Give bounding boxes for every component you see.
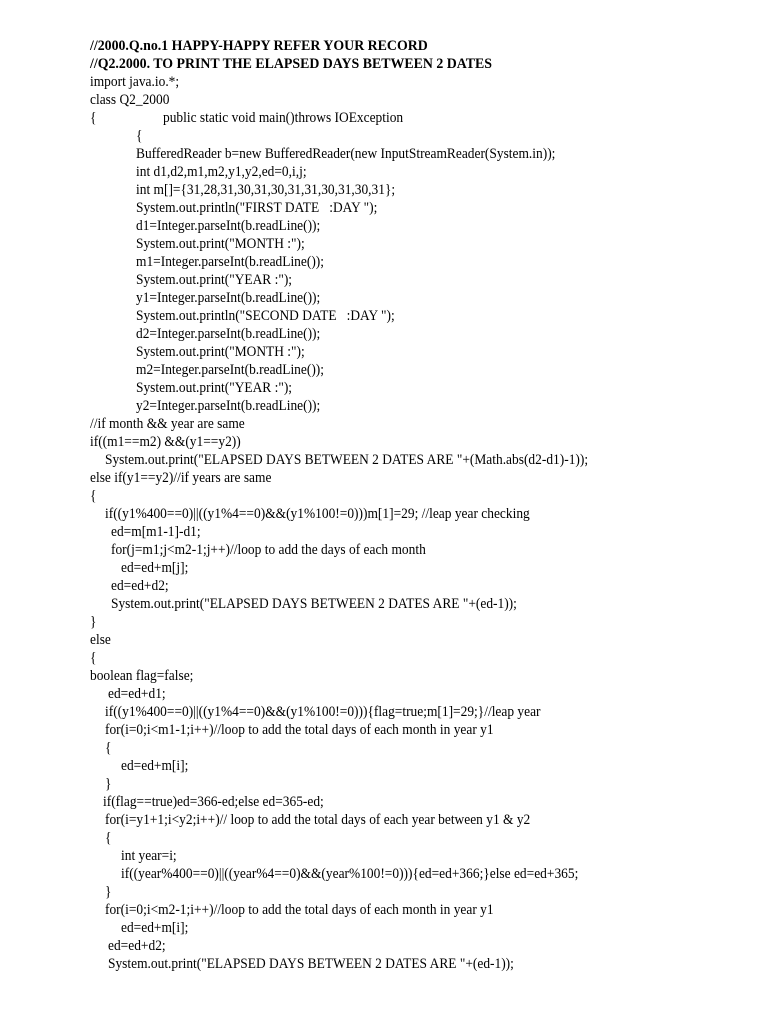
code-line: ed=ed+m[i];: [121, 758, 189, 774]
code-line: }: [90, 614, 97, 630]
code-line: ed=ed+m[j];: [121, 560, 189, 576]
code-line: if((y1%400==0)||((y1%4==0)&&(y1%100!=0)))m[1]=29; //leap year checking: [105, 506, 530, 522]
code-line: class Q2_2000: [90, 92, 170, 108]
code-line: for(i=0;i<m2-1;i++)//loop to add the total days of each month in year y1: [105, 902, 494, 918]
code-line: {: [90, 650, 97, 666]
heading-line: //2000.Q.no.1 HAPPY-HAPPY REFER YOUR RECORD: [90, 38, 428, 54]
code-line: {: [105, 830, 112, 846]
code-line: ed=m[m1-1]-d1;: [111, 524, 201, 540]
code-line: {: [90, 110, 97, 126]
code-line: import java.io.*;: [90, 74, 180, 90]
code-line: BufferedReader b=new BufferedReader(new InputStreamReader(System.in));: [136, 146, 556, 162]
code-line: }: [105, 776, 112, 792]
code-line: for(i=y1+1;i<y2;i++)// loop to add the total days of each year between y1 & y2: [105, 812, 531, 828]
code-line: int m[]={31,28,31,30,31,30,31,31,30,31,30,31};: [136, 182, 396, 198]
code-line: for(j=m1;j<m2-1;j++)//loop to add the days of each month: [111, 542, 426, 558]
code-line: System.out.print("ELAPSED DAYS BETWEEN 2 DATES ARE "+(ed-1));: [108, 956, 514, 972]
code-line: }: [105, 884, 112, 900]
code-line: System.out.println("FIRST DATE :DAY ");: [136, 200, 378, 216]
heading-line: //Q2.2000. TO PRINT THE ELAPSED DAYS BETWEEN 2 DATES: [90, 56, 492, 72]
code-line: m2=Integer.parseInt(b.readLine());: [136, 362, 324, 378]
code-line: {: [136, 128, 143, 144]
code-line: if(flag==true)ed=366-ed;else ed=365-ed;: [103, 794, 324, 810]
code-line: {: [105, 740, 112, 756]
code-line: {: [90, 488, 97, 504]
code-line: d2=Integer.parseInt(b.readLine());: [136, 326, 321, 342]
code-line: ed=ed+d2;: [111, 578, 169, 594]
code-line: public static void main()throws IOException: [163, 110, 404, 126]
code-line: else: [90, 632, 111, 648]
code-line: int d1,d2,m1,m2,y1,y2,ed=0,i,j;: [136, 164, 307, 180]
code-line: System.out.print("MONTH :");: [136, 344, 305, 360]
code-line: System.out.print("YEAR :");: [136, 380, 293, 396]
code-line: //if month && year are same: [90, 416, 245, 432]
code-line: System.out.print("ELAPSED DAYS BETWEEN 2 DATES ARE "+(ed-1));: [111, 596, 517, 612]
code-line: System.out.print("ELAPSED DAYS BETWEEN 2 DATES ARE "+(Math.abs(d2-d1)-1));: [105, 452, 589, 468]
code-line: int year=i;: [121, 848, 177, 864]
code-line: y1=Integer.parseInt(b.readLine());: [136, 290, 321, 306]
code-line: if((y1%400==0)||((y1%4==0)&&(y1%100!=0))){flag=true;m[1]=29;}//leap year: [105, 704, 541, 720]
code-line: ed=ed+d2;: [108, 938, 166, 954]
code-line: m1=Integer.parseInt(b.readLine());: [136, 254, 324, 270]
code-line: y2=Integer.parseInt(b.readLine());: [136, 398, 321, 414]
code-line: if((m1==m2) &&(y1==y2)): [90, 434, 241, 450]
code-line: d1=Integer.parseInt(b.readLine());: [136, 218, 321, 234]
code-line: else if(y1==y2)//if years are same: [90, 470, 272, 486]
code-line: System.out.print("YEAR :");: [136, 272, 293, 288]
code-line: if((year%400==0)||((year%4==0)&&(year%100!=0))){ed=ed+366;}else ed=ed+365;: [121, 866, 579, 882]
code-line: ed=ed+d1;: [108, 686, 166, 702]
code-line: boolean flag=false;: [90, 668, 194, 684]
code-line: for(i=0;i<m1-1;i++)//loop to add the total days of each month in year y1: [105, 722, 494, 738]
code-line: System.out.println("SECOND DATE :DAY ");: [136, 308, 395, 324]
code-line: System.out.print("MONTH :");: [136, 236, 305, 252]
code-line: ed=ed+m[i];: [121, 920, 189, 936]
